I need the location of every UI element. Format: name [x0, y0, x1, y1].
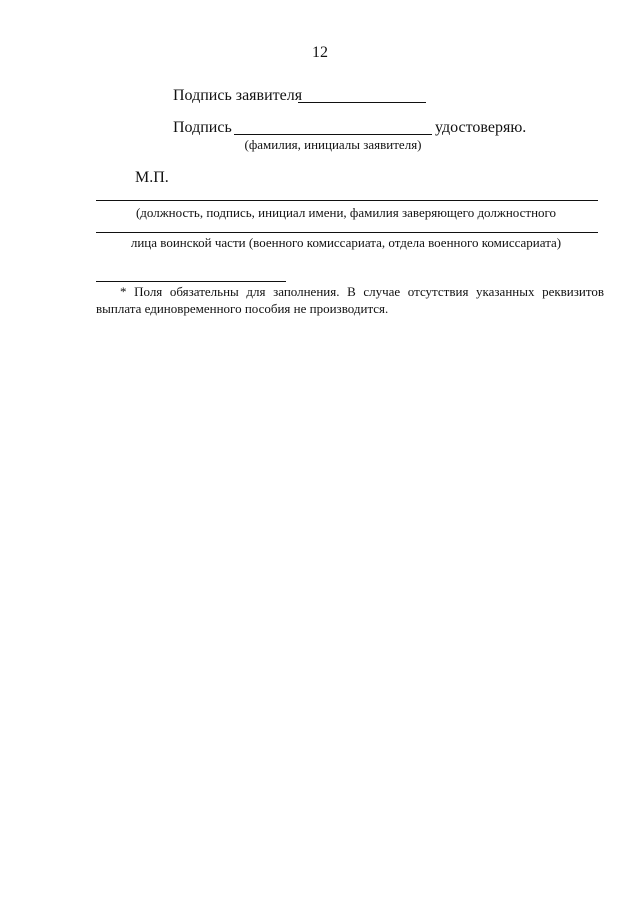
- footnote-text: * Поля обязательны для заполнения. В случае отсутствия указанных реквизитов выплата единовременного пособия не производится.: [96, 284, 604, 316]
- official-caption-line-2: лица воинской части (военного комиссариата, отдела военного комиссариата): [130, 235, 562, 250]
- official-blank-line-1: [96, 200, 598, 201]
- certification-suffix: удостоверяю.: [435, 119, 527, 136]
- footnote-separator: [96, 281, 286, 282]
- official-caption-line-1: (должность, подпись, инициал имени, фамилия заверяющего должностного: [135, 205, 557, 220]
- certification-label: Подпись: [173, 119, 232, 136]
- applicant-signature-label: Подпись заявителя: [173, 87, 303, 104]
- official-blank-line-2: [96, 232, 598, 233]
- applicant-name-caption: (фамилия, инициалы заявителя): [244, 137, 422, 152]
- seal-label: М.П.: [135, 169, 169, 186]
- applicant-signature-blank: [298, 102, 426, 103]
- applicant-name-blank: [234, 134, 432, 135]
- page-number: 12: [312, 44, 328, 61]
